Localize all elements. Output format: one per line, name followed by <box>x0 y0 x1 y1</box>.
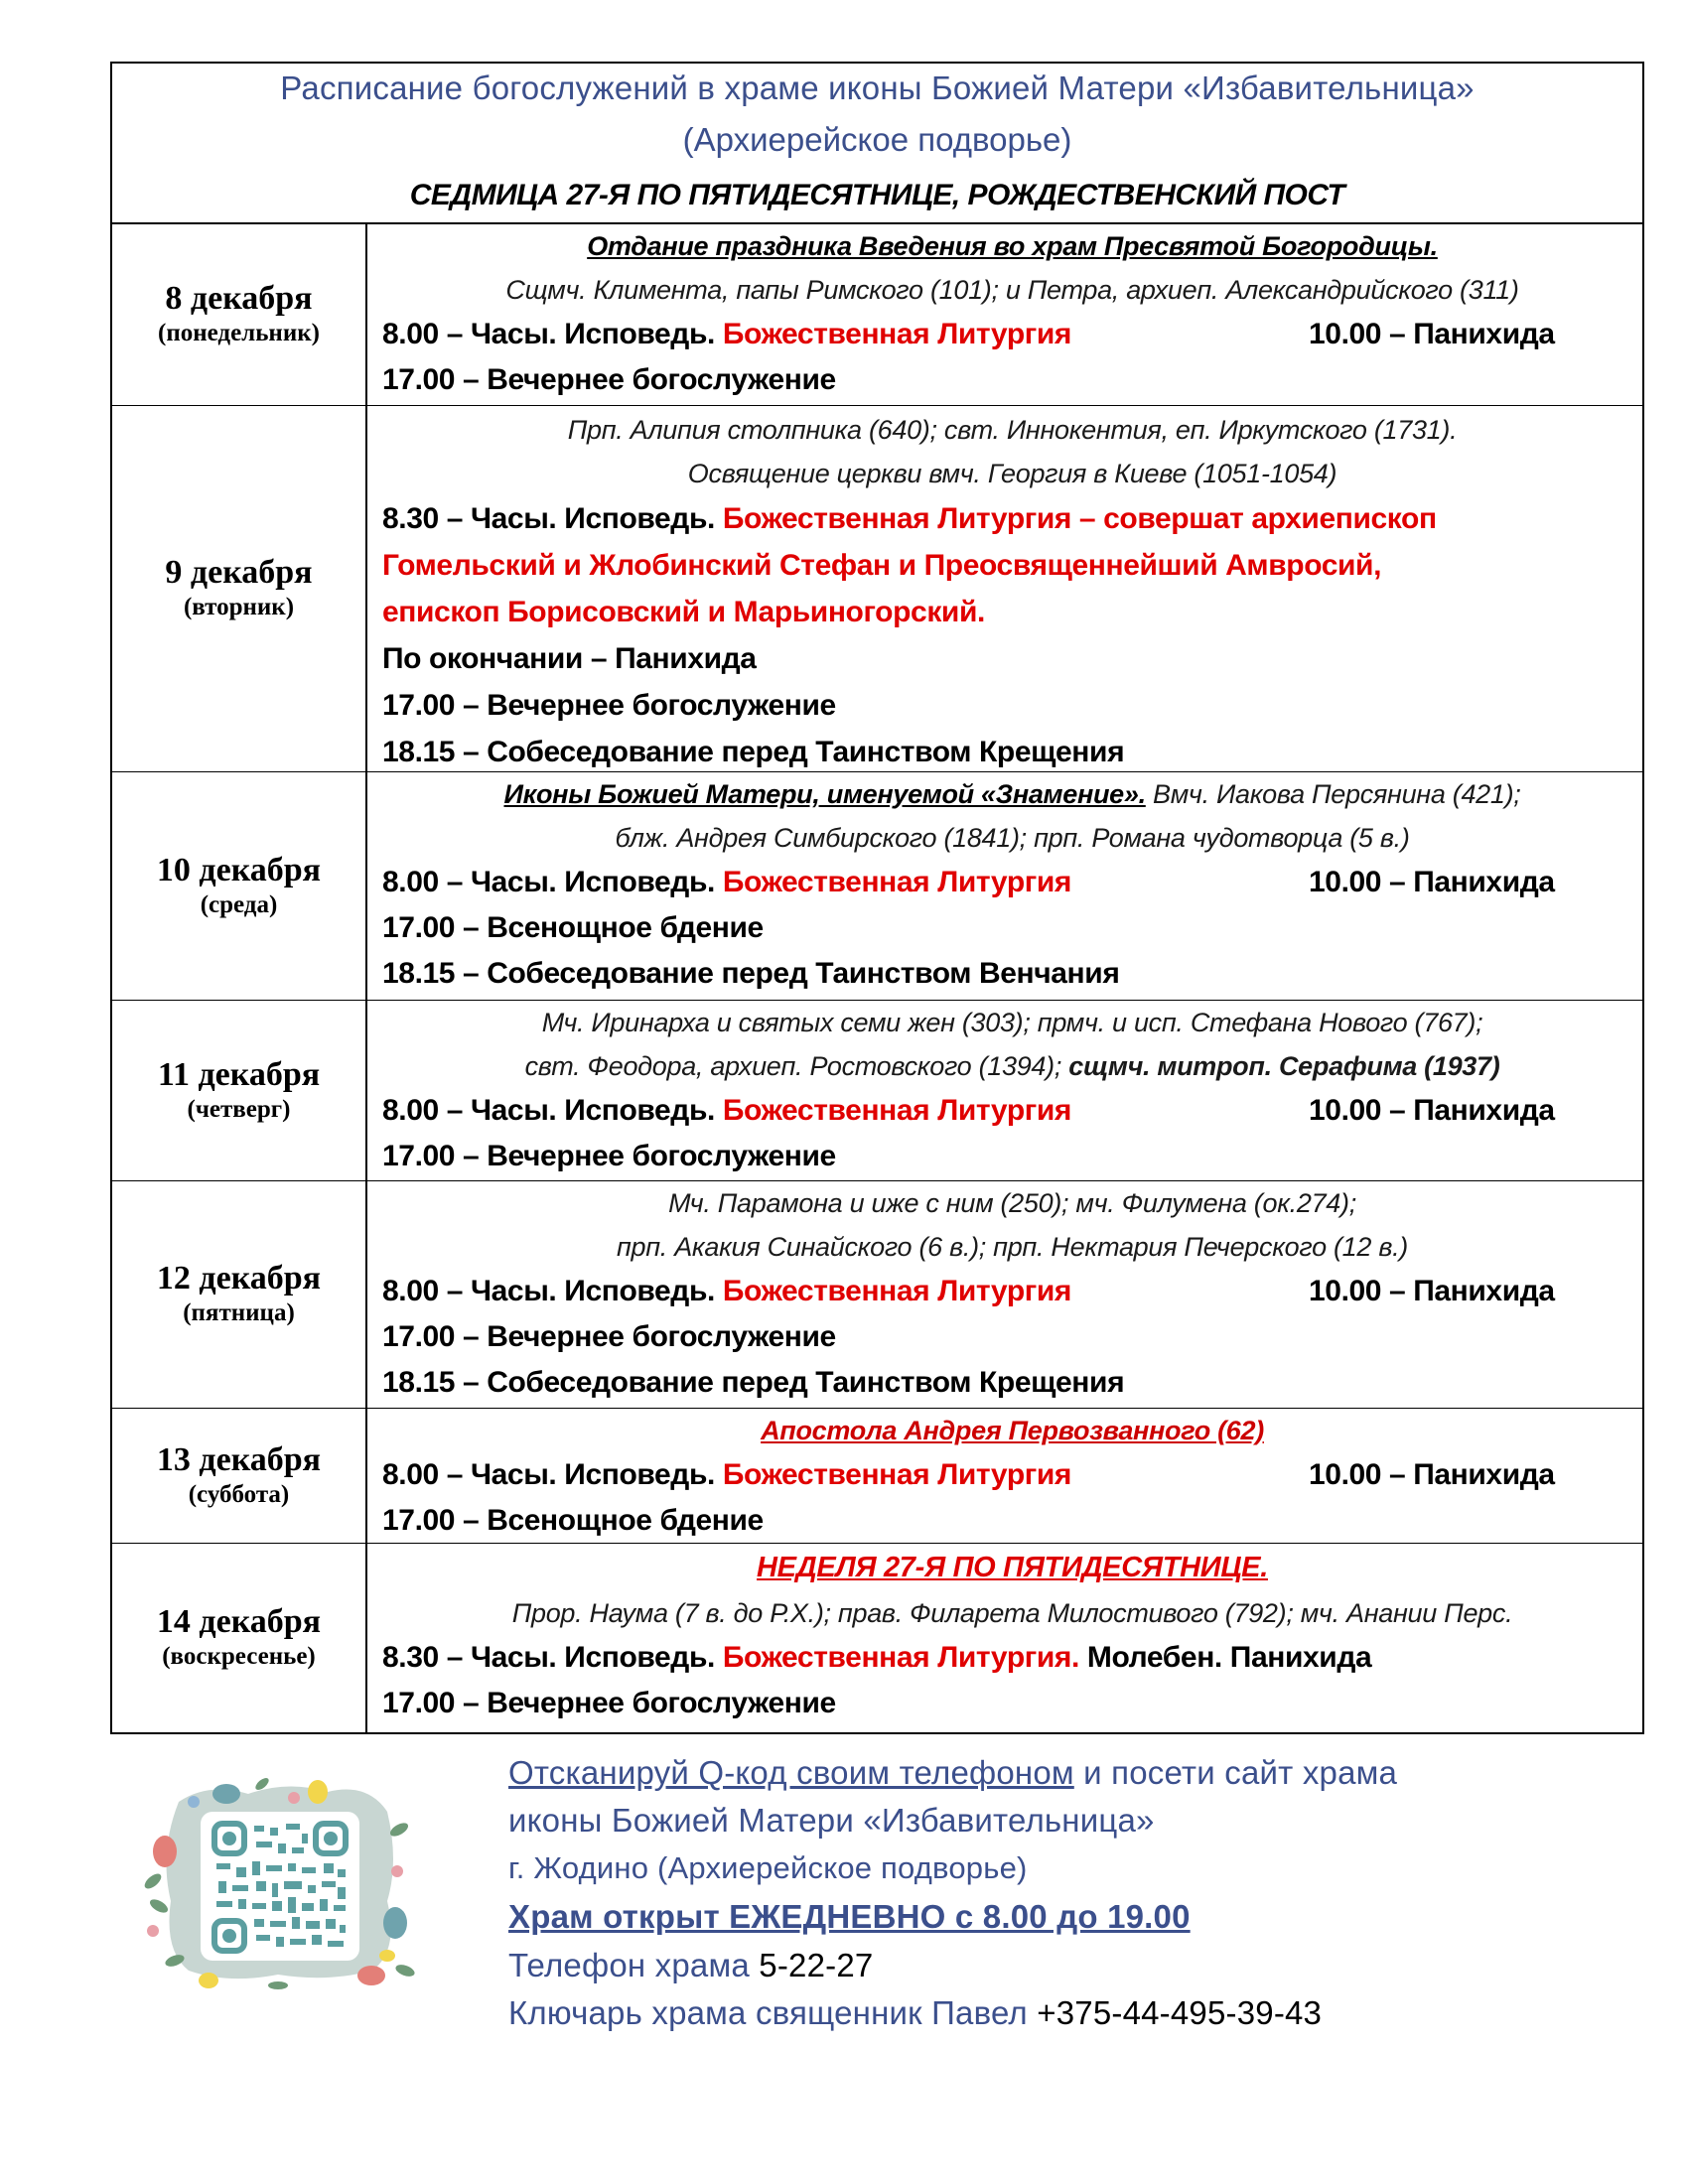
panikhida-time: 10.00 – Панихида <box>1309 1275 1555 1307</box>
date-cell <box>112 224 367 405</box>
day-row <box>112 406 1642 772</box>
liturgy-name: Божественная Литургия <box>722 1275 1071 1307</box>
service-line: 17.00 – Вечернее богослужение <box>382 1687 836 1719</box>
saints-highlight: сщмч. митроп. Серафима (1937) <box>1068 1051 1500 1081</box>
date-label: 11 декабря <box>157 1055 321 1093</box>
phone-line <box>508 1942 1397 1989</box>
page-subtitle: (Архиерейское подворье) <box>682 121 1072 158</box>
date-label: 10 декабря <box>156 851 322 888</box>
liturgy-celebrants: епископ Борисовский и Марьиногорский. <box>382 596 985 628</box>
saints-line: Сщмч. Климента, папы Римского (101); и Петра, архиеп. Александрийского (311) <box>505 275 1519 305</box>
liturgy-time: 8.30 – Часы. Исповедь. <box>382 502 715 535</box>
liturgy-line <box>382 495 1642 542</box>
liturgy-line <box>382 1635 1642 1681</box>
date-cell <box>112 1001 367 1180</box>
liturgy-time: 8.00 – Часы. Исповедь. <box>382 1275 715 1307</box>
day-row <box>112 1181 1642 1409</box>
day-row <box>112 772 1642 1001</box>
footer-info <box>508 1749 1397 2037</box>
service-line: 17.00 – Вечернее богослужение <box>382 1320 836 1353</box>
date-cell <box>112 1409 367 1543</box>
city-line: г. Жодино (Архиерейское подворье) <box>508 1850 1028 1885</box>
liturgy-time: 8.30 – Часы. Исповедь. <box>382 1641 715 1674</box>
liturgy-line <box>382 312 1642 357</box>
panikhida-time: 10.00 – Панихида <box>1309 866 1555 898</box>
week-title: СЕДМИЦА 27-Я ПО ПЯТИДЕСЯТНИЦЕ, РОЖДЕСТВЕНСКИЙ ПОСТ <box>409 179 1345 211</box>
services-cell <box>367 1544 1642 1732</box>
day-row <box>112 1409 1642 1544</box>
phone-label: Телефон храма <box>508 1947 760 1983</box>
liturgy-time: 8.00 – Часы. Исповедь. <box>382 1458 715 1491</box>
feast-title: Отдание праздника Введения во храм Пресвятой Богородицы. <box>587 231 1438 261</box>
address-line: иконы Божией Матери «Избавительница» <box>508 1802 1155 1839</box>
liturgy-suffix: Молебен. Панихида <box>1078 1641 1372 1674</box>
panikhida-time: 10.00 – Панихида <box>1309 1458 1555 1491</box>
liturgy-line <box>382 1088 1642 1134</box>
weekday-label: (суббота) <box>188 1480 290 1508</box>
schedule-table <box>110 62 1644 1734</box>
service-line: 17.00 – Всенощное бдение <box>382 1504 764 1537</box>
weekday-label: (четверг) <box>187 1095 291 1123</box>
services-cell <box>367 1181 1642 1408</box>
service-line: 17.00 – Вечернее богослужение <box>382 1140 836 1172</box>
services-cell <box>367 224 1642 405</box>
feast-line <box>382 772 1642 816</box>
qr-code-image <box>139 1772 417 1990</box>
saints-line: Освящение церкви вмч. Георгия в Киеве (1051-1054) <box>687 459 1337 488</box>
scan-line <box>508 1749 1397 1797</box>
page-title: Расписание богослужений в храме иконы Божией Матери «Избавительница» <box>280 69 1475 106</box>
keeper-label: Ключарь храма священник Павел <box>508 1994 1038 2031</box>
service-line: 18.15 – Собеседование перед Таинством Крещения <box>382 1366 1125 1399</box>
date-label: 12 декабря <box>156 1260 322 1297</box>
keeper-line <box>508 1989 1397 2037</box>
date-label: 13 декабря <box>156 1440 322 1478</box>
services-cell <box>367 1001 1642 1180</box>
opening-hours: Храм открыт ЕЖЕДНЕВНО с 8.00 до 19.00 <box>508 1898 1191 1935</box>
saints-line: Мч. Иринарха и святых семи жен (303); прмч. и исп. Стефана Нового (767); <box>541 1008 1483 1037</box>
service-line: 17.00 – Всенощное бдение <box>382 911 764 944</box>
scan-tail: и посети сайт храма <box>1073 1754 1398 1791</box>
saints-inline: Вмч. Иакова Персянина (421); <box>1145 779 1521 809</box>
service-line: 17.00 – Вечернее богослужение <box>382 689 836 722</box>
day-row <box>112 224 1642 406</box>
liturgy-line <box>382 860 1642 905</box>
panikhida-time: 10.00 – Панихида <box>1309 318 1555 350</box>
weekday-label: (вторник) <box>183 594 295 620</box>
date-cell <box>112 772 367 1000</box>
weekday-label: (понедельник) <box>158 320 320 346</box>
date-label: 9 декабря <box>165 554 313 591</box>
services-cell <box>367 406 1642 771</box>
saints-line: Мч. Парамона и иже с ним (250); мч. Филумена (ок.274); <box>668 1188 1356 1218</box>
feast-title: НЕДЕЛЯ 27-Я ПО ПЯТИДЕСЯТНИЦЕ. <box>757 1552 1268 1583</box>
feast-title: Апостола Андрея Первозванного (62) <box>761 1416 1264 1445</box>
day-row <box>112 1544 1642 1732</box>
service-line: 18.15 – Собеседование перед Таинством Венчания <box>382 957 1120 990</box>
liturgy-line <box>382 1269 1642 1314</box>
liturgy-name: Божественная Литургия – совершат архиепископ <box>722 502 1437 535</box>
service-line: По окончании – Панихида <box>382 642 757 675</box>
keeper-phone[interactable]: +375-44-495-39-43 <box>1037 1994 1323 2031</box>
liturgy-name: Божественная Литургия. <box>722 1641 1079 1674</box>
weekday-label: (среда) <box>200 890 278 918</box>
liturgy-name: Божественная Литургия <box>722 1094 1071 1127</box>
date-cell <box>112 1181 367 1408</box>
services-cell <box>367 1409 1642 1543</box>
liturgy-name: Божественная Литургия <box>722 866 1071 898</box>
date-cell <box>112 1544 367 1732</box>
service-line: 17.00 – Вечернее богослужение <box>382 363 836 396</box>
saints-line: прп. Акакия Синайского (6 в.); прп. Нектария Печерского (12 в.) <box>616 1232 1409 1262</box>
weekday-label: (пятница) <box>183 1299 295 1326</box>
day-row <box>112 1001 1642 1181</box>
liturgy-time: 8.00 – Часы. Исповедь. <box>382 318 715 350</box>
schedule-header <box>112 64 1642 224</box>
date-label: 14 декабря <box>156 1603 322 1640</box>
panikhida-time: 10.00 – Панихида <box>1309 1094 1555 1127</box>
services-cell <box>367 772 1642 1000</box>
qr-code-icon[interactable] <box>139 1772 417 1990</box>
saints-text: свт. Феодора, архиеп. Ростовского (1394); <box>524 1051 1069 1081</box>
liturgy-line <box>382 1452 1642 1498</box>
saints-line: блж. Андрея Симбирского (1841); прп. Романа чудотворца (5 в.) <box>615 823 1410 853</box>
saints-line: Прп. Алипия столпника (640); свт. Иннокентия, еп. Иркутского (1731). <box>567 415 1458 445</box>
saints-line <box>382 1044 1642 1088</box>
feast-title: Иконы Божией Матери, именуемой «Знамение». <box>503 779 1146 809</box>
saints-line: Прор. Наума (7 в. до Р.Х.); прав. Филарета Милостивого (792); мч. Анании Перс. <box>511 1598 1513 1628</box>
weekday-label: (воскресенье) <box>162 1643 316 1670</box>
phone-number[interactable]: 5-22-27 <box>759 1947 874 1983</box>
date-label: 8 декабря <box>165 280 313 317</box>
scan-link[interactable]: Отсканируй Q-код своим телефоном <box>508 1754 1074 1791</box>
liturgy-time: 8.00 – Часы. Исповедь. <box>382 1094 715 1127</box>
liturgy-time: 8.00 – Часы. Исповедь. <box>382 866 715 898</box>
liturgy-name: Божественная Литургия <box>722 318 1071 350</box>
liturgy-name: Божественная Литургия <box>722 1458 1071 1491</box>
date-cell <box>112 406 367 771</box>
service-line: 18.15 – Собеседование перед Таинством Крещения <box>382 736 1125 768</box>
liturgy-celebrants: Гомельский и Жлобинский Стефан и Преосвященнейший Амвросий, <box>382 549 1382 582</box>
